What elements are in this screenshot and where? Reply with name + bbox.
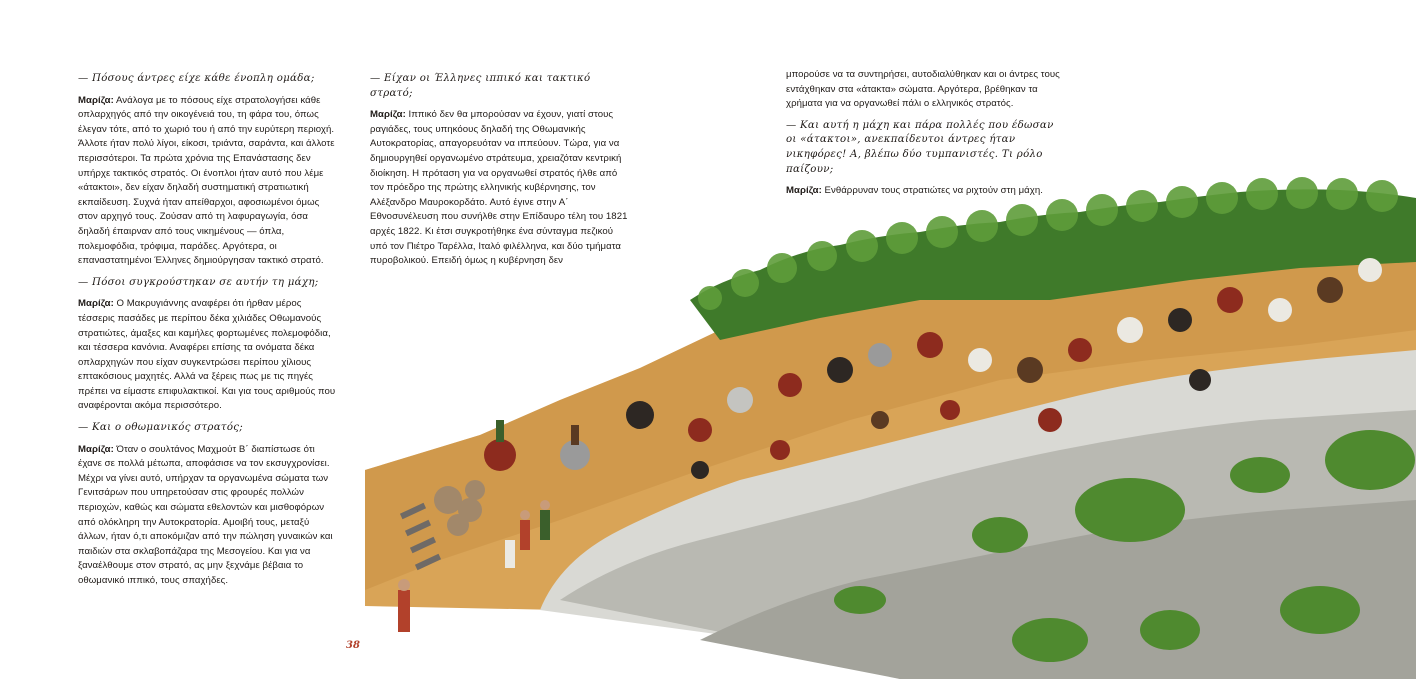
page-number: 38 [346, 640, 360, 651]
speaker-label: Μαρίζα: [370, 109, 406, 121]
answer [78, 297, 340, 414]
continued-text: μπορούσε να τα συντηρήσει, αυτοδιαλύθηκαν και οι άντρες τους εντάχθηκαν στα «άτακτα» σώματα. Αργότερα, βρέθηκαν τα χρήματα για να οργανωθεί πάλι ο ελληνικός στρατός. [786, 69, 1060, 110]
speaker-label: Μαρίζα: [78, 298, 114, 310]
speaker-label: Μαρίζα: [786, 185, 822, 197]
answer-text: Ιππικό δεν θα μπορούσαν να έχουν, γιατί στους ραγιάδες, τους υπηκόους δηλαδή της Οθωμανικής Αυτοκρατορίας, απαγορευόταν να ιππεύουν. Τώρα, για να δημιουργηθεί οργανωμένο στράτευμα, χρειαζόταν κεντρική διοίκηση. Η πρόταση για να οργανωθεί στρατός ήλθε από τον πρόεδρο της πρώτης ελληνικής κυβέρνησης, τον Αλέξανδρο Μαυροκορδάτο. Αυτό έγινε στην Α΄ Εθνοσυνέλευση που συνήλθε στην Επίδαυρο τέλη του 1821 αρχές 1822. Κι έτσι συγκροτήθηκε ένα σύνταγμα πεζικού υπό τον Πιέτρο Ταρέλλα, Ιταλό φιλέλληνα, και δύο τμήματα πυροβολικού. Επειδή όμως η κυβέρνηση δεν [370, 109, 628, 267]
answer-text: Ανάλογα με το πόσους είχε στρατολογήσει κάθε οπλαρχηγός από την οικογένειά του, τη φάρα του, όπως έλεγαν τότε, από το χωριό του ή από την ευρύτερη περιοχή. Άλλοτε ήταν πολύ λίγοι, είκοσι, τριάντα, σαράντα, και άλλοτε περισσότεροι. Τα πρώτα χρόνια της Επανάστασης δεν υπήρχε τακτικός στρατός. Οι ένοπλοι ήταν αυτό που λέμε «άτακτοι», δεν είχαν δηλαδή συστηματική στρατιωτική εκπαίδευση. Συχνά ήταν απείθαρχοι, αφοσιωμένοι όμως στον αρχηγό τους. Ζούσαν από τη λαφυραγωγία, όσα δηλαδή έπαιρναν από τους νικημένους — όπλα, πολεμοφόδια, τρόφιμα, παράδες. Αργότερα, οι επαναστατημένοι Έλληνες δημιούργησαν τακτικό στρατό. [78, 94, 335, 267]
speaker-label: Μαρίζα: [78, 443, 114, 455]
question: — Και αυτή η μάχη και πάρα πολλές που έδωσαν οι «άτακτοι», ανεκπαίδευτοι άντρες ήταν νικηφόρες! Α, βλέπω δύο τυμπανιστές. Τι ρόλο παίζουν; [786, 119, 1054, 175]
answer [786, 184, 1066, 199]
question: — Πόσους άντρες είχε κάθε ένοπλη ομάδα; [78, 73, 315, 84]
question: — Είχαν οι Έλληνες ιππικό και τακτικό στρατό; [370, 73, 591, 99]
answer [78, 94, 340, 269]
answer [78, 443, 340, 589]
text-column-left [78, 72, 340, 596]
answer-text: Όταν ο σουλτάνος Μαχμούτ Β΄ διαπίστωσε ότι έχανε σε πολλά μέτωπα, αποφάσισε να τον εκσυγχρονίσει. Μέχρι να γίνει αυτό, υπήρχαν τα οργανωμένα σώματα των Γενιτσάρων που υπηρετούσαν στις φρουρές πολλών περιοχών, καθώς και σώματα εθελοντών και μισθοφόρων από ολόκληρη την Αυτοκρατορία. Αμοιβή τους, μεταξύ άλλων, ήταν ό,τι αποκόμιζαν από την πώληση γυναικών και παιδιών στα σκλαβοπάζαρα της Μεσογείου. Και για να ξαναέλθουμε στον στρατό, ας μην ξεχνάμε βέβαια το οθωμανικό ιππικό, τους σπαχήδες. [78, 443, 333, 586]
text-column-right [786, 68, 1066, 206]
answer-text: Ενθάρρυναν τους στρατιώτες να ριχτούν στη μάχη. [821, 185, 1043, 197]
question: — Και ο οθωμανικός στρατός; [78, 422, 244, 434]
text-column-middle [370, 72, 633, 276]
answer-text: Ο Μακρυγιάννης αναφέρει ότι ήρθαν μέρος τέσσερις πασάδες με περίπου δέκα χιλιάδες Οθωμανούς στρατιώτες, άμαξες και καμήλες φορτωμένες πολεμοφόδια, και τέσσερα κανόνια. Αναφέρει επίσης τα ονόματα δέκα οπλαρχηγών που είχαν συγκεντρώσει περίπου χίλιους επτακόσιους μαχητές. Αλλά να ξέρεις πως με τις πηγές πρέπει να είμαστε επιφυλακτικοί. Και για τους αριθμούς που αναφέρονται ακόμα περισσότερο. [78, 298, 336, 412]
question: — Πόσοι συγκρούστηκαν σε αυτήν τη μάχη; [78, 276, 319, 288]
speaker-label: Μαρίζα: [78, 94, 114, 106]
answer [370, 108, 633, 269]
